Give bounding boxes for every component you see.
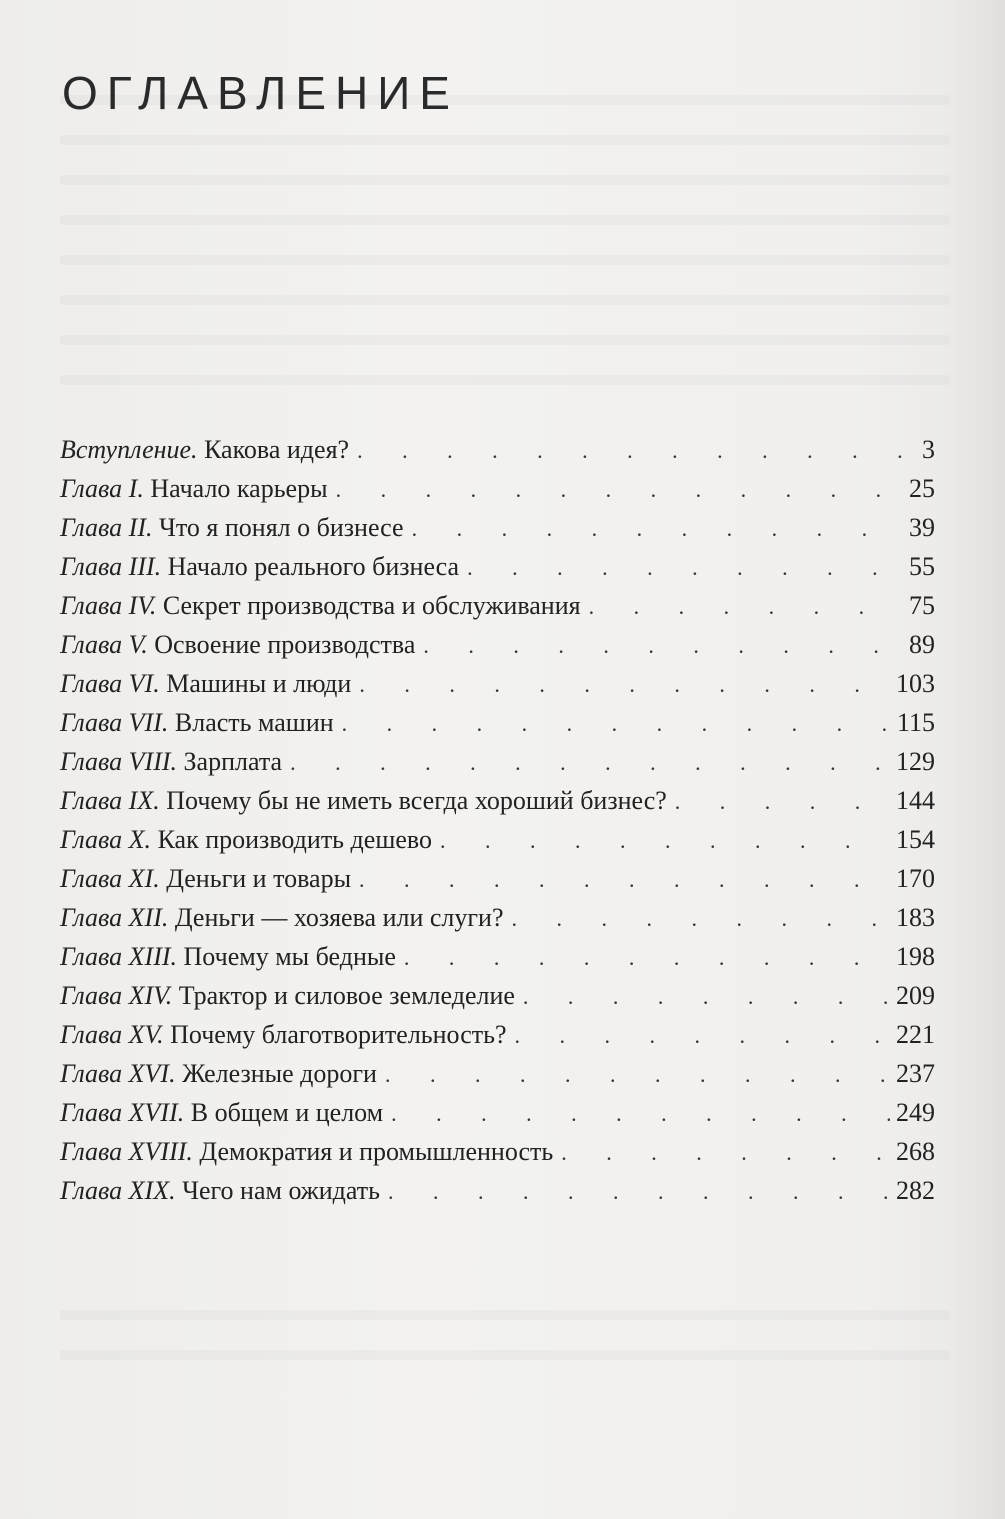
dot-leader xyxy=(385,1054,890,1094)
bleed-through-line xyxy=(60,135,950,145)
chapter-name: Трактор и силовое земледелие xyxy=(178,981,515,1010)
chapter-name: Чего нам ожидать xyxy=(182,1176,381,1205)
toc-entry-title xyxy=(60,898,504,937)
toc-entry-title xyxy=(60,703,334,742)
bleed-through-line xyxy=(60,1350,950,1360)
bleed-through-line xyxy=(60,295,950,305)
toc-entry xyxy=(60,1171,935,1210)
bleed-through-line xyxy=(60,215,950,225)
toc-entry-title xyxy=(60,820,432,859)
chapter-name: Почему благотворительность? xyxy=(170,1020,507,1049)
chapter-label: Глава VIII. xyxy=(60,747,178,776)
toc-entry xyxy=(60,469,935,508)
dot-leader xyxy=(423,625,903,665)
chapter-name: В общем и целом xyxy=(190,1098,384,1127)
chapter-name: Железные дороги xyxy=(182,1059,377,1088)
chapter-label: Глава XVII. xyxy=(60,1098,185,1127)
page-number: 249 xyxy=(896,1098,935,1127)
dot-leader xyxy=(523,976,890,1016)
toc-entry xyxy=(60,976,935,1015)
toc-entry-title xyxy=(60,1171,380,1210)
page-number: 282 xyxy=(896,1176,935,1205)
dot-leader xyxy=(342,703,891,743)
chapter-label: Глава VII. xyxy=(60,708,169,737)
chapter-label: Глава IX. xyxy=(60,786,160,815)
toc-entry-title xyxy=(60,1054,377,1093)
toc-entry xyxy=(60,703,935,742)
page-edge-shadow xyxy=(945,0,1005,1519)
chapter-label: Глава II. xyxy=(60,513,153,542)
toc-entry xyxy=(60,1054,935,1093)
toc-entry xyxy=(60,586,935,625)
toc-entry xyxy=(60,742,935,781)
toc-entry-title xyxy=(60,1015,507,1054)
chapter-label: Глава IV. xyxy=(60,591,157,620)
toc-entry xyxy=(60,625,935,664)
toc-entry-title xyxy=(60,781,667,820)
bleed-through-line xyxy=(60,255,950,265)
page-number: 183 xyxy=(896,903,935,932)
toc-entry-title xyxy=(60,664,351,703)
toc-entry xyxy=(60,1015,935,1054)
dot-leader xyxy=(675,781,890,821)
toc-entry xyxy=(60,508,935,547)
dot-leader xyxy=(440,820,890,860)
toc-entry-title xyxy=(60,547,459,586)
page-number: 3 xyxy=(922,435,935,464)
table-of-contents xyxy=(60,430,935,1210)
toc-entry xyxy=(60,781,935,820)
toc-entry-title xyxy=(60,430,349,469)
page-number: 75 xyxy=(909,591,935,620)
toc-entry-title xyxy=(60,859,351,898)
dot-leader xyxy=(359,859,890,899)
chapter-name: Освоение производства xyxy=(154,630,416,659)
chapter-name: Власть машин xyxy=(174,708,334,737)
toc-entry-title xyxy=(60,469,328,508)
chapter-label: Глава VI. xyxy=(60,669,160,698)
chapter-name: Какова идея? xyxy=(204,435,350,464)
chapter-label: Глава XV. xyxy=(60,1020,164,1049)
dot-leader xyxy=(290,742,890,782)
page-number: 55 xyxy=(909,552,935,581)
page-number: 129 xyxy=(896,747,935,776)
chapter-name: Демократия и промышленность xyxy=(199,1137,554,1166)
toc-entry xyxy=(60,820,935,859)
toc-entry-title xyxy=(60,508,404,547)
dot-leader xyxy=(589,586,903,626)
toc-entry xyxy=(60,1093,935,1132)
toc-entry-title xyxy=(60,742,282,781)
toc-entry-title xyxy=(60,625,415,664)
chapter-label: Глава III. xyxy=(60,552,162,581)
chapter-label: Глава XIX. xyxy=(60,1176,176,1205)
toc-entry xyxy=(60,859,935,898)
chapter-name: Секрет производства и обслуживания xyxy=(162,591,581,620)
page-title: ОГЛАВЛЕНИЕ xyxy=(62,67,459,119)
dot-leader xyxy=(515,1015,890,1055)
toc-entry xyxy=(60,664,935,703)
chapter-name: Зарплата xyxy=(183,747,283,776)
dot-leader xyxy=(388,1171,890,1211)
page-number: 103 xyxy=(896,669,935,698)
toc-entry xyxy=(60,1132,935,1171)
dot-leader xyxy=(336,469,903,509)
chapter-label: Глава XII. xyxy=(60,903,169,932)
bleed-through-line xyxy=(60,175,950,185)
dot-leader xyxy=(412,508,903,548)
bleed-through-line xyxy=(60,1310,950,1320)
dot-leader xyxy=(404,937,890,977)
toc-entry xyxy=(60,430,935,469)
chapter-label: Глава V. xyxy=(60,630,148,659)
chapter-label: Глава XIII. xyxy=(60,942,178,971)
page-number: 237 xyxy=(896,1059,935,1088)
page-number: 209 xyxy=(896,981,935,1010)
chapter-label: Глава XI. xyxy=(60,864,160,893)
dot-leader xyxy=(359,664,890,704)
chapter-name: Начало реального бизнеса xyxy=(167,552,460,581)
dot-leader xyxy=(357,430,916,470)
toc-entry-title xyxy=(60,1132,553,1171)
dot-leader xyxy=(467,547,903,587)
toc-entry xyxy=(60,937,935,976)
chapter-label: Глава I. xyxy=(60,474,144,503)
toc-entry xyxy=(60,547,935,586)
page-number: 89 xyxy=(909,630,935,659)
toc-entry xyxy=(60,898,935,937)
chapter-label: Глава XVI. xyxy=(60,1059,176,1088)
chapter-label: Вступление. xyxy=(60,435,198,464)
page-number: 198 xyxy=(896,942,935,971)
page-number: 170 xyxy=(896,864,935,893)
chapter-name: Почему мы бедные xyxy=(183,942,396,971)
chapter-name: Деньги — хозяева или слуги? xyxy=(174,903,504,932)
chapter-label: Глава X. xyxy=(60,825,152,854)
dot-leader xyxy=(561,1132,890,1172)
toc-entry-title xyxy=(60,586,581,625)
chapter-label: Глава XIV. xyxy=(60,981,173,1010)
page-number: 144 xyxy=(896,786,935,815)
toc-entry-title xyxy=(60,937,396,976)
page-number: 39 xyxy=(909,513,935,542)
bleed-through-line xyxy=(60,375,950,385)
chapter-name: Начало карьеры xyxy=(150,474,328,503)
page-number: 221 xyxy=(896,1020,935,1049)
page-number: 154 xyxy=(896,825,935,854)
toc-entry-title xyxy=(60,976,515,1015)
chapter-name: Как производить дешево xyxy=(157,825,432,854)
toc-entry-title xyxy=(60,1093,383,1132)
chapter-label: Глава XVIII. xyxy=(60,1137,193,1166)
chapter-name: Машины и люди xyxy=(166,669,352,698)
dot-leader xyxy=(512,898,890,938)
chapter-name: Что я понял о бизнесе xyxy=(159,513,404,542)
chapter-name: Деньги и товары xyxy=(166,864,352,893)
page-number: 268 xyxy=(896,1137,935,1166)
dot-leader xyxy=(391,1093,890,1133)
page-number: 25 xyxy=(909,474,935,503)
bleed-through-line xyxy=(60,335,950,345)
page-number: 115 xyxy=(896,708,935,737)
chapter-name: Почему бы не иметь всегда хороший бизнес? xyxy=(166,786,667,815)
